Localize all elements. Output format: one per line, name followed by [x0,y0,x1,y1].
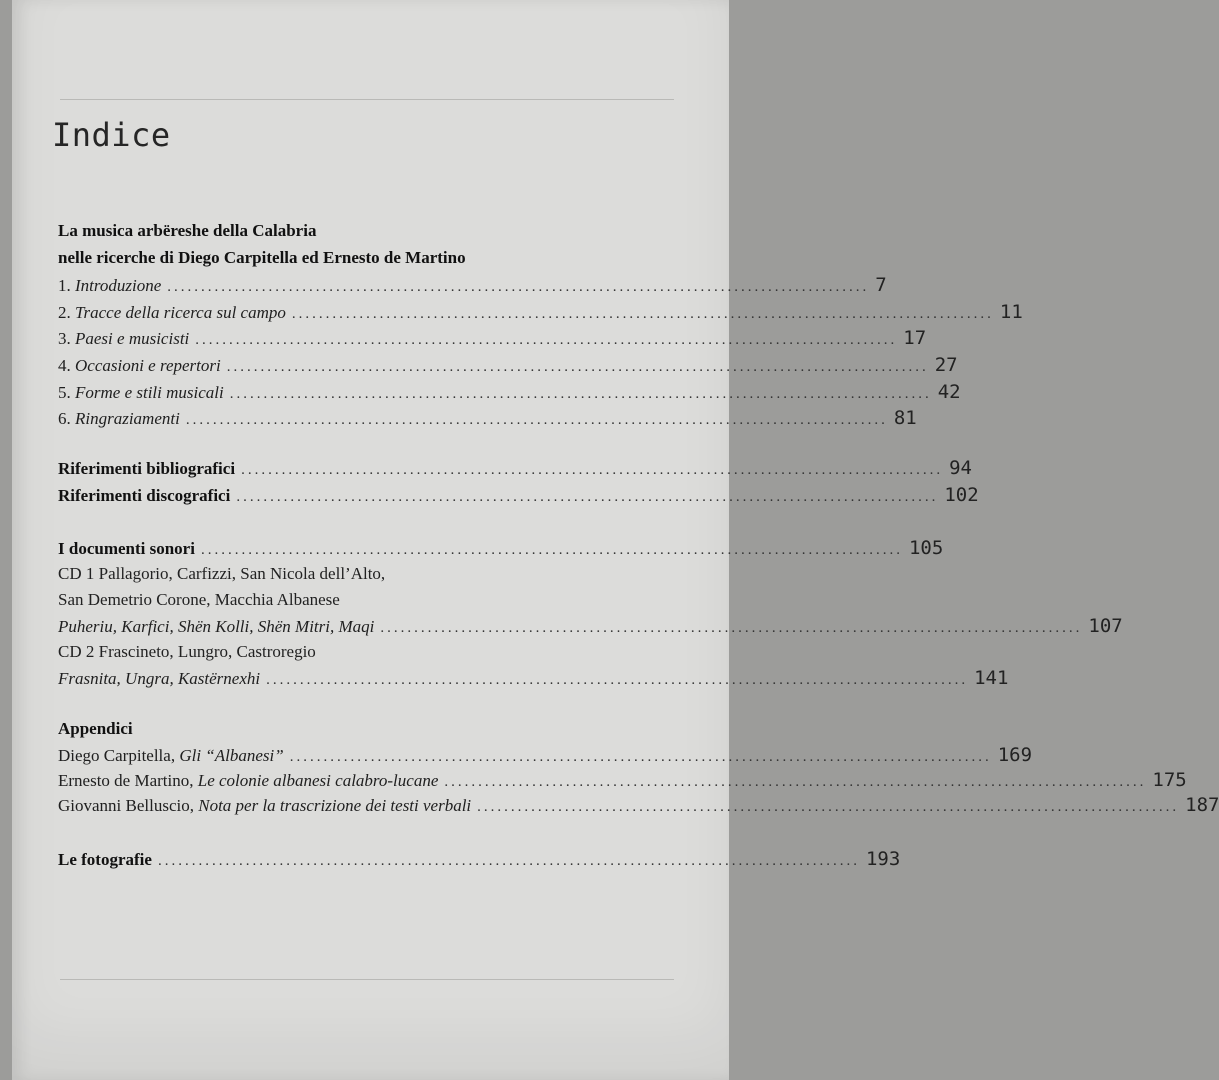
toc-entry [58,272,887,298]
toc-entry [58,767,1187,793]
section-heading-line2: nelle ricerche di Diego Carpitella ed Ernesto de Martino [58,248,466,267]
entry-title: Forme e stili musicali [75,383,224,402]
entry-author: Diego Carpitella, [58,746,176,765]
dot-leader: ........................................................................................................ [200,542,903,558]
dot-leader: ........................................................................................................ [229,386,932,402]
entry-title: Nota per la trascrizione dei testi verbali [198,796,472,815]
page-title: Indice [52,116,171,154]
top-rule [60,99,674,100]
dot-leader: ........................................................................................................ [444,774,1147,790]
toc-entry [58,535,944,561]
appendici-heading: Appendici [58,719,133,738]
page-number: 169 [997,744,1033,766]
toc-entry [58,613,1123,639]
toc-entry [58,325,927,351]
toc-entry [58,665,1009,691]
dot-leader: ........................................................................................................ [157,853,860,869]
dot-leader: ........................................................................................................ [226,359,929,375]
dot-leader: ........................................................................................................ [241,462,944,478]
entry-title: Puheriu, Karfici, Shën Kolli, Shën Mitri, Maqi [58,617,375,636]
cd1-places-line2: San Demetrio Corone, Macchia Albanese [58,590,340,609]
entry-title: Le fotografie [58,850,152,869]
dot-leader: ........................................................................................................ [291,306,994,322]
toc-entry [58,299,1023,325]
toc-entry [58,455,972,481]
page-number: 105 [908,537,944,559]
toc-entry [58,792,1219,818]
page-number: 11 [999,301,1023,323]
page-number: 17 [903,327,927,349]
entry-number: 2. [58,303,71,322]
dot-leader: ........................................................................................................ [266,672,969,688]
dot-leader: ........................................................................................................ [477,799,1180,815]
dot-leader: ........................................................................................................ [195,332,898,348]
entry-author: Ernesto de Martino, [58,771,194,790]
entry-number: 6. [58,409,71,428]
toc-entry [58,405,917,431]
entry-number: 4. [58,356,71,375]
toc-entry [58,379,961,405]
page-number: 175 [1152,769,1187,791]
entry-title: Le colonie albanesi calabro-lucane [197,771,439,790]
entry-author: Giovanni Belluscio, [58,796,194,815]
page-number: 7 [875,274,887,296]
entry-title: Tracce della ricerca sul campo [75,303,286,322]
entry-title: Introduzione [75,276,162,295]
bottom-rule [60,979,674,980]
toc-entry [58,352,958,378]
book-page [12,0,1219,1080]
dot-leader: ........................................................................................................ [289,749,992,765]
toc-entry [58,846,901,872]
page-number: 94 [949,457,972,479]
dot-leader: ........................................................................................................ [185,412,888,428]
entry-title: Occasioni e repertori [75,356,221,375]
dot-leader: ........................................................................................................ [167,279,870,295]
section-heading-line1: La musica arbëreshe della Calabria [58,221,317,240]
toc-entry [58,482,979,508]
dot-leader: ........................................................................................................ [380,620,1083,636]
page-number: 81 [893,407,917,429]
entry-number: 1. [58,276,71,295]
dot-leader: ........................................................................................................ [236,489,939,505]
entry-number: 3. [58,329,71,348]
page-number: 102 [944,484,979,506]
page-number: 42 [937,381,961,403]
page-number: 187 [1185,794,1219,816]
page-number: 141 [974,667,1009,689]
entry-title: Riferimenti discografici [58,486,231,505]
entry-title: Gli “Albanesi” [179,746,284,765]
entry-number: 5. [58,383,71,402]
cd2-places-line: CD 2 Frascineto, Lungro, Castroregio [58,642,316,661]
entry-title: Frasnita, Ungra, Kastërnexhi [58,669,261,688]
toc-entry [58,742,1033,768]
entry-title: Paesi e musicisti [75,329,190,348]
entry-title: I documenti sonori [58,539,195,558]
page-number: 193 [865,848,901,870]
page-number: 107 [1088,615,1123,637]
page-number: 27 [934,354,958,376]
cd1-places-line1: CD 1 Pallagorio, Carfizzi, San Nicola dell’Alto, [58,564,386,583]
entry-title: Riferimenti bibliografici [58,459,236,478]
entry-title: Ringraziamenti [75,409,180,428]
